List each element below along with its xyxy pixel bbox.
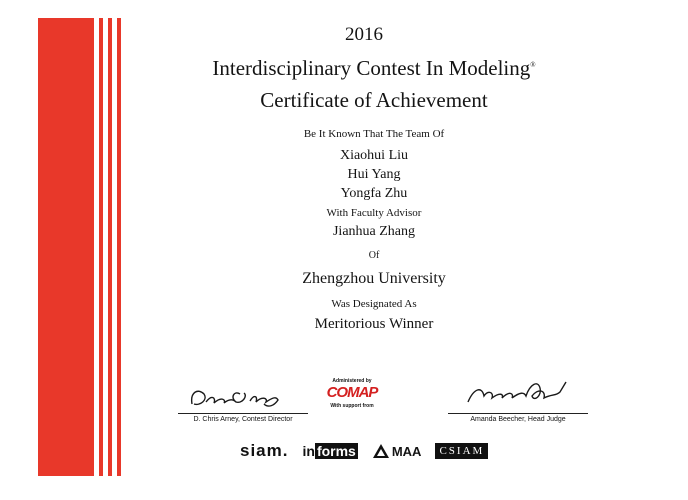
administered-label: Administered by: [332, 378, 372, 384]
csiam-logo: CSIAM: [435, 443, 488, 459]
siam-logo: siam.: [240, 441, 289, 460]
university-name: Zhengzhou University: [302, 270, 446, 287]
of-label: Of: [368, 250, 380, 261]
certificate-subtitle: Certificate of Achievement: [260, 88, 488, 112]
red-stripe-thin-2: [108, 18, 112, 476]
team-member-1: Xiaohui Liu: [339, 148, 409, 163]
signature-line: [178, 413, 308, 414]
red-stripe-wide: [38, 18, 94, 476]
judge-signature-block: [448, 378, 588, 423]
comap-block: [322, 378, 382, 409]
certificate-year: 2016: [345, 24, 383, 45]
informs-logo: [302, 443, 357, 459]
maa-emblem-icon: [372, 443, 390, 459]
red-stripe-thin-3: [117, 18, 121, 476]
director-signature: [178, 384, 308, 408]
team-member-2: Hui Yang: [347, 167, 401, 182]
judge-signature: [448, 378, 588, 408]
judge-caption: Amanda Beecher, Head Judge: [470, 416, 566, 423]
signature-line: [448, 413, 588, 414]
faculty-advisor: Jianhua Zhang: [332, 224, 416, 239]
known-label: Be It Known That The Team Of: [303, 128, 445, 140]
sponsor-logos: [240, 440, 488, 462]
contest-title: [30, 56, 688, 81]
award-designation: Meritorious Winner: [314, 316, 434, 332]
maa-logo: [372, 443, 422, 459]
support-label: With support from: [330, 403, 374, 409]
informs-logo-a: in: [302, 443, 315, 459]
registered-mark: ®: [530, 61, 536, 69]
maa-text: MAA: [391, 443, 422, 459]
advisor-label: With Faculty Advisor: [326, 207, 422, 219]
designation-label: Was Designated As: [331, 298, 417, 310]
red-stripe-thin-1: [99, 18, 103, 476]
comap-logo: COMAP: [326, 384, 378, 401]
director-signature-block: [178, 384, 308, 423]
contest-name: Interdisciplinary Contest In Modeling: [212, 56, 531, 80]
informs-logo-b: forms: [316, 443, 356, 459]
director-caption: D. Chris Arney, Contest Director: [193, 416, 293, 423]
team-member-3: Yongfa Zhu: [340, 186, 408, 201]
